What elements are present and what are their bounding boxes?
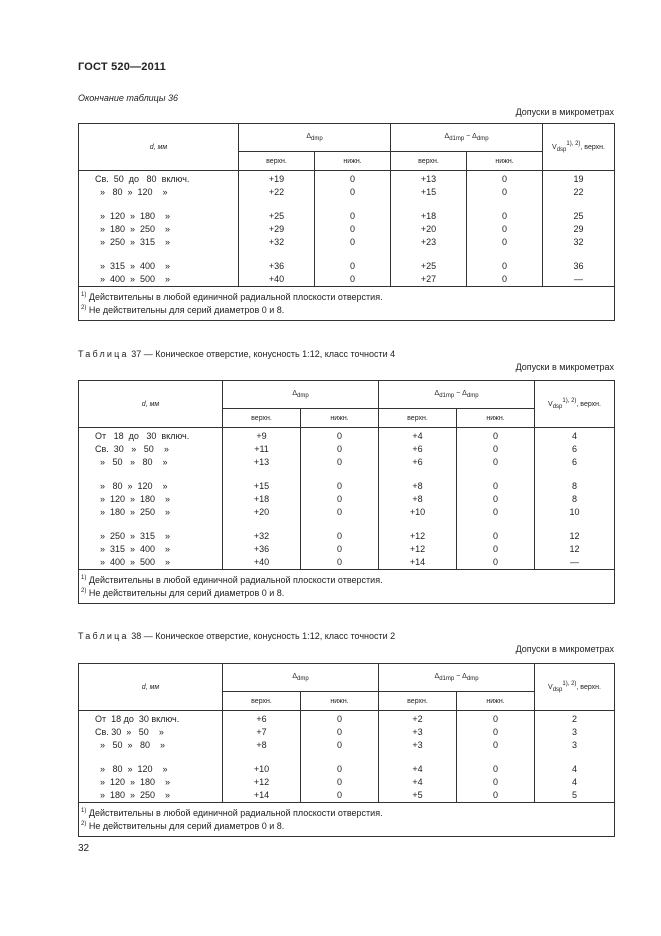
cell-value: +12 bbox=[379, 519, 457, 543]
cell-value: 0 bbox=[301, 493, 379, 506]
cell-diameter-range: От 18 до 30 включ. bbox=[79, 711, 223, 727]
cell-diameter-range: » 50 » 80 » bbox=[79, 739, 223, 752]
cell-value: +14 bbox=[223, 789, 301, 803]
cell-value: 0 bbox=[301, 443, 379, 456]
table-row bbox=[79, 556, 615, 570]
cell-value: 0 bbox=[315, 236, 391, 249]
cell-value: 19 bbox=[543, 171, 615, 187]
table-row bbox=[79, 789, 615, 803]
cell-value: +29 bbox=[239, 223, 315, 236]
cell-value: 0 bbox=[301, 711, 379, 727]
tolerance-table-36 bbox=[78, 123, 615, 321]
cell-value: 0 bbox=[315, 171, 391, 187]
col-header-delta-dmp: Δdmp bbox=[223, 664, 379, 692]
cell-value: 4 bbox=[535, 776, 615, 789]
cell-value: 22 bbox=[543, 186, 615, 199]
cell-value: +27 bbox=[391, 273, 467, 287]
col-header-upper: верхн. bbox=[223, 692, 301, 711]
cell-value: 0 bbox=[467, 223, 543, 236]
cell-value: +4 bbox=[379, 752, 457, 776]
cell-value: +25 bbox=[239, 199, 315, 223]
cell-diameter-range: Св. 30 » 50 » bbox=[79, 726, 223, 739]
table-row bbox=[79, 236, 615, 249]
col-header-upper: верхн. bbox=[239, 152, 315, 171]
cell-value: +14 bbox=[379, 556, 457, 570]
cell-diameter-range: » 80 » 120 » bbox=[79, 752, 223, 776]
cell-value: 0 bbox=[301, 428, 379, 444]
cell-diameter-range: » 180 » 250 » bbox=[79, 223, 239, 236]
table-row bbox=[79, 739, 615, 752]
cell-diameter-range: » 400 » 500 » bbox=[79, 556, 223, 570]
cell-diameter-range: » 250 » 315 » bbox=[79, 519, 223, 543]
cell-value: 0 bbox=[315, 249, 391, 273]
cell-value: 0 bbox=[467, 186, 543, 199]
cell-value: 0 bbox=[457, 752, 535, 776]
cell-diameter-range: » 400 » 500 » bbox=[79, 273, 239, 287]
cell-value: 0 bbox=[457, 789, 535, 803]
cell-value: 0 bbox=[457, 428, 535, 444]
table-row bbox=[79, 249, 615, 273]
table-row bbox=[79, 428, 615, 444]
cell-value: +12 bbox=[223, 776, 301, 789]
cell-value: +6 bbox=[379, 443, 457, 456]
footnotes bbox=[79, 570, 615, 604]
table-37-caption: Таблица 37 — Коническое отверстие, конусность 1:12, класс точности 4 bbox=[78, 349, 396, 359]
cell-value: 0 bbox=[467, 199, 543, 223]
table-row bbox=[79, 186, 615, 199]
cell-value: +4 bbox=[379, 428, 457, 444]
cell-value: 5 bbox=[535, 789, 615, 803]
footnote-2: $^{2)}$ Не действительны для серий диаметров 0 и 8. bbox=[81, 588, 285, 598]
cell-value: 0 bbox=[301, 789, 379, 803]
cell-diameter-range: » 120 » 180 » bbox=[79, 199, 239, 223]
cell-value: +8 bbox=[379, 493, 457, 506]
cell-value: 0 bbox=[457, 443, 535, 456]
cell-value: — bbox=[535, 556, 615, 570]
footnote-2: $^{2)}$ Не действительны для серий диаметров 0 и 8. bbox=[81, 821, 285, 831]
col-header-vdsp: Vdsp1), 2), верхн. bbox=[543, 124, 615, 171]
cell-value: 0 bbox=[457, 493, 535, 506]
cell-value: +12 bbox=[379, 543, 457, 556]
cell-value: +3 bbox=[379, 739, 457, 752]
cell-value: +40 bbox=[223, 556, 301, 570]
cell-value: +10 bbox=[223, 752, 301, 776]
col-header-delta-d1mp: Δd1mp − Δdmp bbox=[379, 664, 535, 692]
table-continuation-label: Окончание таблицы 36 bbox=[78, 93, 178, 103]
cell-value: 3 bbox=[535, 739, 615, 752]
cell-value: 0 bbox=[467, 249, 543, 273]
cell-value: 0 bbox=[457, 711, 535, 727]
cell-diameter-range: » 80 » 120 » bbox=[79, 469, 223, 493]
cell-value: 8 bbox=[535, 493, 615, 506]
cell-diameter-range: » 180 » 250 » bbox=[79, 506, 223, 519]
cell-value: 0 bbox=[301, 519, 379, 543]
cell-value: 3 bbox=[535, 726, 615, 739]
cell-value: 0 bbox=[301, 726, 379, 739]
cell-value: 0 bbox=[457, 776, 535, 789]
cell-value: 6 bbox=[535, 443, 615, 456]
footnote-2: $^{2)}$ Не действительны для серий диаметров 0 и 8. bbox=[81, 305, 285, 315]
cell-value: +36 bbox=[223, 543, 301, 556]
cell-value: 32 bbox=[543, 236, 615, 249]
cell-value: +15 bbox=[391, 186, 467, 199]
col-header-lower: нижн. bbox=[315, 152, 391, 171]
cell-value: 0 bbox=[467, 236, 543, 249]
cell-value: +10 bbox=[379, 506, 457, 519]
cell-value: +2 bbox=[379, 711, 457, 727]
cell-value: 0 bbox=[457, 556, 535, 570]
cell-diameter-range: » 120 » 180 » bbox=[79, 776, 223, 789]
cell-value: +32 bbox=[223, 519, 301, 543]
cell-value: 0 bbox=[457, 543, 535, 556]
cell-value: +9 bbox=[223, 428, 301, 444]
cell-value: +22 bbox=[239, 186, 315, 199]
cell-value: +4 bbox=[379, 776, 457, 789]
cell-value: +25 bbox=[391, 249, 467, 273]
table-row bbox=[79, 711, 615, 727]
cell-value: +18 bbox=[223, 493, 301, 506]
cell-value: 0 bbox=[467, 171, 543, 187]
cell-value: +15 bbox=[223, 469, 301, 493]
col-header-vdsp: Vdsp1), 2), верхн. bbox=[535, 664, 615, 711]
col-header-vdsp: Vdsp1), 2), верхн. bbox=[535, 381, 615, 428]
units-note: Допуски в микрометрах bbox=[515, 644, 614, 654]
cell-value: 0 bbox=[457, 726, 535, 739]
table-row bbox=[79, 519, 615, 543]
cell-value: +8 bbox=[223, 739, 301, 752]
cell-value: +40 bbox=[239, 273, 315, 287]
col-header-upper: верхн. bbox=[223, 409, 301, 428]
cell-diameter-range: » 80 » 120 » bbox=[79, 186, 239, 199]
cell-diameter-range: Св. 30 » 50 » bbox=[79, 443, 223, 456]
col-header-d: d, мм bbox=[79, 124, 239, 171]
col-header-lower: нижн. bbox=[301, 409, 379, 428]
cell-value: 0 bbox=[457, 739, 535, 752]
table-row bbox=[79, 726, 615, 739]
cell-value: +13 bbox=[391, 171, 467, 187]
cell-value: +3 bbox=[379, 726, 457, 739]
cell-value: +6 bbox=[379, 456, 457, 469]
cell-value: — bbox=[543, 273, 615, 287]
col-header-delta-dmp: Δdmp bbox=[239, 124, 391, 152]
table-row bbox=[79, 456, 615, 469]
cell-value: 0 bbox=[301, 776, 379, 789]
cell-diameter-range: » 50 » 80 » bbox=[79, 456, 223, 469]
tolerance-table-37 bbox=[78, 380, 615, 604]
cell-value: 0 bbox=[301, 469, 379, 493]
col-header-lower: нижн. bbox=[457, 692, 535, 711]
units-note: Допуски в микрометрах bbox=[515, 107, 614, 117]
cell-value: +18 bbox=[391, 199, 467, 223]
table-row bbox=[79, 171, 615, 187]
cell-value: +19 bbox=[239, 171, 315, 187]
cell-value: 4 bbox=[535, 752, 615, 776]
cell-value: +6 bbox=[223, 711, 301, 727]
footnote-1: $^{1)}$ Действительны в любой единичной радиальной плоскости отверстия. bbox=[81, 808, 383, 818]
col-header-upper: верхн. bbox=[379, 409, 457, 428]
cell-value: 2 bbox=[535, 711, 615, 727]
table-row bbox=[79, 776, 615, 789]
cell-value: +20 bbox=[391, 223, 467, 236]
tolerance-table-38 bbox=[78, 663, 615, 837]
table-row bbox=[79, 199, 615, 223]
col-header-d: d, мм bbox=[79, 664, 223, 711]
col-header-d: d, мм bbox=[79, 381, 223, 428]
cell-value: +11 bbox=[223, 443, 301, 456]
cell-value: 4 bbox=[535, 428, 615, 444]
cell-value: 8 bbox=[535, 469, 615, 493]
cell-value: 0 bbox=[467, 273, 543, 287]
table-row bbox=[79, 493, 615, 506]
table-row bbox=[79, 223, 615, 236]
cell-value: 0 bbox=[301, 506, 379, 519]
footnotes bbox=[79, 803, 615, 837]
page-number: 32 bbox=[78, 843, 90, 854]
cell-value: 0 bbox=[301, 752, 379, 776]
footnotes bbox=[79, 287, 615, 321]
cell-value: 0 bbox=[301, 739, 379, 752]
cell-value: 25 bbox=[543, 199, 615, 223]
cell-value: 0 bbox=[315, 199, 391, 223]
table-row bbox=[79, 543, 615, 556]
col-header-lower: нижн. bbox=[457, 409, 535, 428]
cell-diameter-range: » 315 » 400 » bbox=[79, 249, 239, 273]
cell-value: +7 bbox=[223, 726, 301, 739]
footnote-1: $^{1)}$ Действительны в любой единичной радиальной плоскости отверстия. bbox=[81, 575, 383, 585]
col-header-delta-d1mp: Δd1mp − Δdmp bbox=[391, 124, 543, 152]
cell-value: 36 bbox=[543, 249, 615, 273]
table-row bbox=[79, 273, 615, 287]
table-row bbox=[79, 469, 615, 493]
footnote-1: $^{1)}$ Действительны в любой единичной радиальной плоскости отверстия. bbox=[81, 292, 383, 302]
cell-diameter-range: » 120 » 180 » bbox=[79, 493, 223, 506]
cell-value: 6 bbox=[535, 456, 615, 469]
cell-value: 10 bbox=[535, 506, 615, 519]
cell-value: +32 bbox=[239, 236, 315, 249]
cell-value: 0 bbox=[301, 556, 379, 570]
cell-value: 0 bbox=[315, 223, 391, 236]
col-header-upper: верхн. bbox=[391, 152, 467, 171]
cell-diameter-range: От 18 до 30 включ. bbox=[79, 428, 223, 444]
units-note: Допуски в микрометрах bbox=[515, 362, 614, 372]
cell-diameter-range: » 250 » 315 » bbox=[79, 236, 239, 249]
cell-value: 0 bbox=[457, 519, 535, 543]
cell-value: 0 bbox=[457, 456, 535, 469]
cell-value: +13 bbox=[223, 456, 301, 469]
col-header-lower: нижн. bbox=[301, 692, 379, 711]
cell-value: 12 bbox=[535, 519, 615, 543]
cell-value: +5 bbox=[379, 789, 457, 803]
col-header-delta-dmp: Δdmp bbox=[223, 381, 379, 409]
col-header-upper: верхн. bbox=[379, 692, 457, 711]
table-row bbox=[79, 752, 615, 776]
cell-value: +36 bbox=[239, 249, 315, 273]
cell-value: 29 bbox=[543, 223, 615, 236]
cell-value: 0 bbox=[301, 543, 379, 556]
document-title: ГОСТ 520—2011 bbox=[78, 61, 166, 73]
cell-value: 0 bbox=[315, 186, 391, 199]
cell-value: 0 bbox=[457, 506, 535, 519]
cell-value: +8 bbox=[379, 469, 457, 493]
col-header-lower: нижн. bbox=[467, 152, 543, 171]
cell-value: 0 bbox=[315, 273, 391, 287]
table-row bbox=[79, 506, 615, 519]
table-row bbox=[79, 443, 615, 456]
cell-diameter-range: » 180 » 250 » bbox=[79, 789, 223, 803]
cell-value: +23 bbox=[391, 236, 467, 249]
cell-value: 0 bbox=[457, 469, 535, 493]
cell-value: 12 bbox=[535, 543, 615, 556]
cell-value: +20 bbox=[223, 506, 301, 519]
cell-value: 0 bbox=[301, 456, 379, 469]
col-header-delta-d1mp: Δd1mp − Δdmp bbox=[379, 381, 535, 409]
cell-diameter-range: » 315 » 400 » bbox=[79, 543, 223, 556]
cell-diameter-range: Св. 50 до 80 включ. bbox=[79, 171, 239, 187]
table-38-caption: Таблица 38 — Коническое отверстие, конусность 1:12, класс точности 2 bbox=[78, 631, 396, 641]
